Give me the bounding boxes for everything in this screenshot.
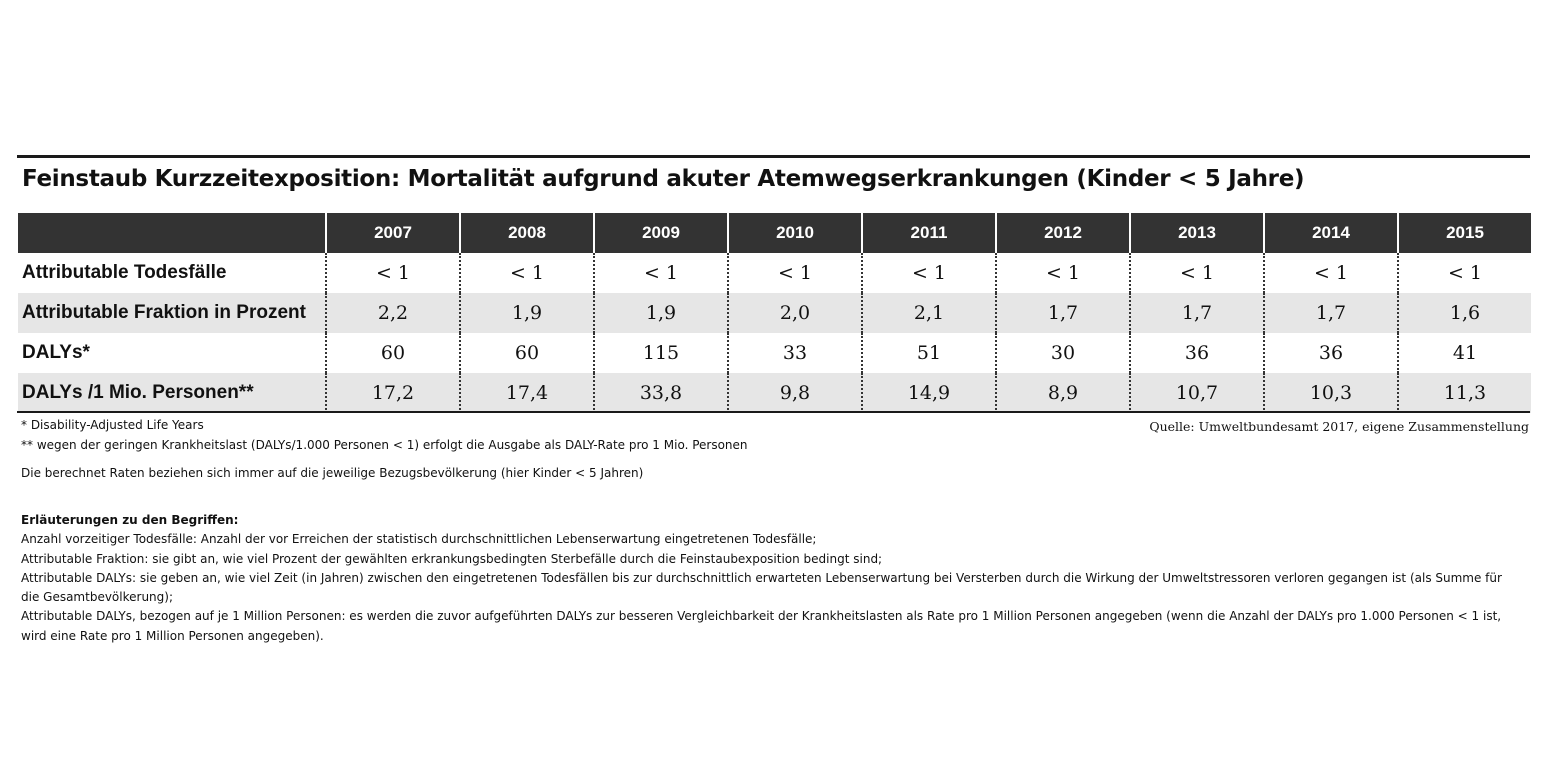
header-cell: 2010 (728, 213, 862, 253)
table-cell: 17,2 (326, 373, 460, 413)
table-cell: 115 (594, 333, 728, 373)
table-row (18, 293, 1531, 333)
table-row (18, 373, 1531, 413)
header-cell: 2013 (1130, 213, 1264, 253)
table-cell: 33 (728, 333, 862, 373)
top-rule (17, 155, 1530, 158)
row-label: DALYs /1 Mio. Personen** (18, 373, 326, 413)
table-cell: 1,9 (460, 293, 594, 333)
table-cell: 8,9 (996, 373, 1130, 413)
table-cell: 2,2 (326, 293, 460, 333)
header-row (18, 213, 1531, 253)
table-cell: < 1 (326, 253, 460, 293)
bottom-rule (17, 411, 1530, 413)
table-cell: 51 (862, 333, 996, 373)
table-cell: 60 (326, 333, 460, 373)
table-cell: 36 (1264, 333, 1398, 373)
table-cell: < 1 (1398, 253, 1531, 293)
header-cell: 2009 (594, 213, 728, 253)
table-cell: < 1 (1264, 253, 1398, 293)
header-cell: 2015 (1398, 213, 1531, 253)
explanation-line: Attributable DALYs, bezogen auf je 1 Million Personen: es werden die zuvor aufgeführten DALYs zur besseren Vergleichbarkeit der Krankheitslasten als Rate pro 1 Million Personen angegeben (wenn die Anzahl der DALYs pro 1.000 Personen < 1 ist, wird eine Rate pro 1 Million Personen angegeben). (21, 609, 1502, 643)
row-label: DALYs* (22, 342, 90, 363)
table-cell: 1,6 (1398, 293, 1531, 333)
table-cell: 14,9 (862, 373, 996, 413)
table-cell: 36 (1130, 333, 1264, 373)
table-cell: 10,7 (1130, 373, 1264, 413)
footnote-population: Die berechnet Raten beziehen sich immer auf die jeweilige Bezugsbevölkerung (hier Kinder < 5 Jahren) (21, 466, 644, 480)
table-cell: 1,7 (996, 293, 1130, 333)
table-cell: 2,1 (862, 293, 996, 333)
table-cell: 1,7 (1264, 293, 1398, 333)
footnote-rate: ** wegen der geringen Krankheitslast (DALYs/1.000 Personen < 1) erfolgt die Ausgabe als DALY-Rate pro 1 Mio. Personen (21, 438, 748, 452)
table-cell: < 1 (996, 253, 1130, 293)
chart-title: Feinstaub Kurzzeitexposition: Mortalität aufgrund akuter Atemwegserkrankungen (Kinder < 5 Jahre) (22, 166, 1305, 192)
explanation-line: Attributable Fraktion: sie gibt an, wie viel Prozent der gewählten erkrankungsbedingten Sterbefälle durch die Feinstaubexposition bedingt sind; (21, 551, 883, 566)
data-table (18, 213, 1531, 413)
table-cell: 33,8 (594, 373, 728, 413)
table-cell: < 1 (1130, 253, 1264, 293)
table-cell: < 1 (728, 253, 862, 293)
table-cell: 10,3 (1264, 373, 1398, 413)
explanation-line: Anzahl vorzeitiger Todesfälle: Anzahl der vor Erreichen der statistisch durchschnittlichen Lebenserwartung eingetretenen Todesfälle; (21, 532, 817, 547)
header-cell: 2014 (1264, 213, 1398, 253)
footnote-dalys: * Disability-Adjusted Life Years (21, 418, 204, 432)
table-cell: 9,8 (728, 373, 862, 413)
explanations (21, 511, 1521, 646)
header-cell: 2007 (326, 213, 460, 253)
header-cell (18, 213, 326, 253)
table-cell: < 1 (862, 253, 996, 293)
row-label: Attributable Todesfälle (22, 262, 227, 283)
table-cell: 11,3 (1398, 373, 1531, 413)
table-cell: 41 (1398, 333, 1531, 373)
table-cell: 1,7 (1130, 293, 1264, 333)
table-row (18, 333, 1531, 373)
explanations-heading: Erläuterungen zu den Begriffen: (21, 513, 239, 527)
table-cell: 2,0 (728, 293, 862, 333)
header-cell: 2008 (460, 213, 594, 253)
header-cell: 2011 (862, 213, 996, 253)
table-cell: 1,9 (594, 293, 728, 333)
source-note: Quelle: Umweltbundesamt 2017, eigene Zusammenstellung (1149, 419, 1529, 434)
table-cell: < 1 (594, 253, 728, 293)
row-label: Attributable Fraktion in Prozent (18, 293, 326, 333)
table-row (18, 253, 1531, 293)
table-cell: < 1 (460, 253, 594, 293)
table-cell: 60 (460, 333, 594, 373)
table-cell: 30 (996, 333, 1130, 373)
header-cell: 2012 (996, 213, 1130, 253)
table-cell: 17,4 (460, 373, 594, 413)
explanation-line: Attributable DALYs: sie geben an, wie viel Zeit (in Jahren) zwischen den eingetretenen Todesfällen bis zur durchschnittlich erwarteten Lebenserwartung bei Versterben durch die Wirkung der Umweltstressoren verloren gegangen ist (als Summe für die Gesamtbevölkerung); (21, 570, 1502, 605)
